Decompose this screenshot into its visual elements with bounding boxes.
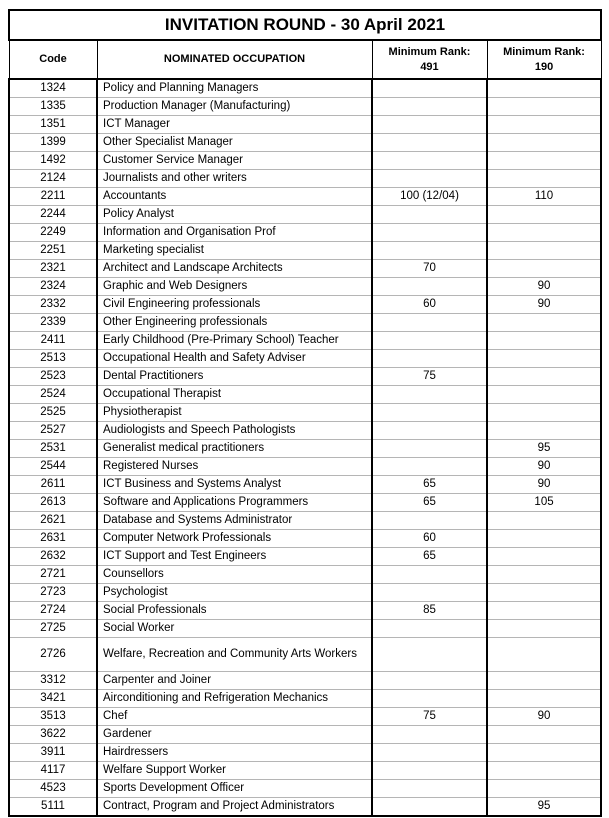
table-row bbox=[9, 584, 601, 602]
code-cell: 2523 bbox=[9, 368, 97, 386]
code-cell: 2211 bbox=[9, 188, 97, 206]
code-cell: 2632 bbox=[9, 548, 97, 566]
table-row bbox=[9, 512, 601, 530]
code-cell: 2724 bbox=[9, 602, 97, 620]
occupation-cell: Occupational Therapist bbox=[97, 386, 372, 404]
occupation-cell: Sports Development Officer bbox=[97, 780, 372, 798]
rank-190-cell bbox=[487, 530, 601, 548]
rank-190-cell bbox=[487, 602, 601, 620]
table-row bbox=[9, 762, 601, 780]
code-cell: 2613 bbox=[9, 494, 97, 512]
occupation-cell: Airconditioning and Refrigeration Mechanics bbox=[97, 690, 372, 708]
rank-190-cell bbox=[487, 386, 601, 404]
rank-491-cell bbox=[372, 134, 487, 152]
table-row bbox=[9, 602, 601, 620]
occupation-cell: Contract, Program and Project Administrators bbox=[97, 798, 372, 817]
occupation-cell: Registered Nurses bbox=[97, 458, 372, 476]
rank-190-cell bbox=[487, 566, 601, 584]
rank-190-cell bbox=[487, 206, 601, 224]
rank-190-cell: 95 bbox=[487, 798, 601, 817]
rank-491-cell bbox=[372, 350, 487, 368]
occupation-cell: Hairdressers bbox=[97, 744, 372, 762]
rank-491-cell: 65 bbox=[372, 476, 487, 494]
occupation-cell: Occupational Health and Safety Adviser bbox=[97, 350, 372, 368]
occupation-cell: Software and Applications Programmers bbox=[97, 494, 372, 512]
code-cell: 2321 bbox=[9, 260, 97, 278]
occupation-cell: Welfare, Recreation and Community Arts Workers bbox=[97, 638, 372, 672]
rank-190-cell bbox=[487, 314, 601, 332]
code-cell: 2611 bbox=[9, 476, 97, 494]
occupation-cell: Audiologists and Speech Pathologists bbox=[97, 422, 372, 440]
occupation-cell: Gardener bbox=[97, 726, 372, 744]
rank-190-cell bbox=[487, 134, 601, 152]
rank-190-cell bbox=[487, 584, 601, 602]
table-row bbox=[9, 620, 601, 638]
rank-190-cell: 90 bbox=[487, 708, 601, 726]
occupation-cell: Other Engineering professionals bbox=[97, 314, 372, 332]
rank-190-cell bbox=[487, 548, 601, 566]
rank-190-cell: 90 bbox=[487, 296, 601, 314]
table-row bbox=[9, 780, 601, 798]
table-row bbox=[9, 170, 601, 188]
rank-491-cell bbox=[372, 404, 487, 422]
rank-491-cell bbox=[372, 638, 487, 672]
header-code: Code bbox=[9, 40, 97, 79]
occupation-cell: Psychologist bbox=[97, 584, 372, 602]
rank-491-cell: 100 (12/04) bbox=[372, 188, 487, 206]
table-row bbox=[9, 422, 601, 440]
rank-190-cell bbox=[487, 79, 601, 98]
rank-491-cell: 75 bbox=[372, 708, 487, 726]
occupation-cell: Dental Practitioners bbox=[97, 368, 372, 386]
rank-190-cell bbox=[487, 512, 601, 530]
rank-190-cell bbox=[487, 726, 601, 744]
rank-491-cell bbox=[372, 206, 487, 224]
table-row bbox=[9, 368, 601, 386]
code-cell: 2621 bbox=[9, 512, 97, 530]
rank-190-cell bbox=[487, 638, 601, 672]
rank-190-cell: 95 bbox=[487, 440, 601, 458]
rank-491-cell: 65 bbox=[372, 548, 487, 566]
table-row bbox=[9, 116, 601, 134]
rank-491-cell bbox=[372, 512, 487, 530]
rank-491-cell bbox=[372, 314, 487, 332]
rank-491-cell bbox=[372, 422, 487, 440]
rank-491-cell bbox=[372, 584, 487, 602]
rank-190-cell bbox=[487, 368, 601, 386]
rank-190-cell bbox=[487, 744, 601, 762]
rank-491-cell: 75 bbox=[372, 368, 487, 386]
code-cell: 2527 bbox=[9, 422, 97, 440]
occupation-cell: Marketing specialist bbox=[97, 242, 372, 260]
table-row bbox=[9, 476, 601, 494]
rank-491-cell bbox=[372, 744, 487, 762]
table-row bbox=[9, 386, 601, 404]
occupation-cell: Social Professionals bbox=[97, 602, 372, 620]
rank-491-cell bbox=[372, 620, 487, 638]
table-row bbox=[9, 690, 601, 708]
occupation-cell: Customer Service Manager bbox=[97, 152, 372, 170]
rank-491-cell bbox=[372, 79, 487, 98]
rank-491-cell bbox=[372, 242, 487, 260]
code-cell: 2513 bbox=[9, 350, 97, 368]
header-occupation: NOMINATED OCCUPATION bbox=[97, 40, 372, 79]
rank-190-cell bbox=[487, 690, 601, 708]
table-row bbox=[9, 188, 601, 206]
rank-190-cell: 90 bbox=[487, 278, 601, 296]
table-row bbox=[9, 296, 601, 314]
rank-491-cell: 60 bbox=[372, 296, 487, 314]
occupation-cell: Social Worker bbox=[97, 620, 372, 638]
code-cell: 1335 bbox=[9, 98, 97, 116]
header-min-rank-190: Minimum Rank: 190 bbox=[487, 40, 601, 79]
rank-491-cell bbox=[372, 386, 487, 404]
invitation-table bbox=[8, 9, 602, 817]
table-row bbox=[9, 798, 601, 817]
code-cell: 2726 bbox=[9, 638, 97, 672]
table-row bbox=[9, 134, 601, 152]
code-cell: 3513 bbox=[9, 708, 97, 726]
rank-491-cell: 70 bbox=[372, 260, 487, 278]
occupation-cell: Civil Engineering professionals bbox=[97, 296, 372, 314]
table-row bbox=[9, 494, 601, 512]
rank-190-cell bbox=[487, 620, 601, 638]
rank-491-cell: 85 bbox=[372, 602, 487, 620]
code-cell: 2531 bbox=[9, 440, 97, 458]
code-cell: 2631 bbox=[9, 530, 97, 548]
rank-491-cell bbox=[372, 170, 487, 188]
occupation-cell: Counsellors bbox=[97, 566, 372, 584]
occupation-cell: Policy Analyst bbox=[97, 206, 372, 224]
rank-491-cell bbox=[372, 440, 487, 458]
rank-491-cell bbox=[372, 780, 487, 798]
code-cell: 1351 bbox=[9, 116, 97, 134]
rank-491-cell bbox=[372, 152, 487, 170]
rank-491-cell bbox=[372, 762, 487, 780]
occupation-cell: Generalist medical practitioners bbox=[97, 440, 372, 458]
code-cell: 2723 bbox=[9, 584, 97, 602]
occupation-cell: Graphic and Web Designers bbox=[97, 278, 372, 296]
table-row bbox=[9, 242, 601, 260]
header-min-rank-491: Minimum Rank: 491 bbox=[372, 40, 487, 79]
table-row bbox=[9, 332, 601, 350]
code-cell: 1399 bbox=[9, 134, 97, 152]
rank-190-cell: 105 bbox=[487, 494, 601, 512]
code-cell: 2725 bbox=[9, 620, 97, 638]
table-row bbox=[9, 79, 601, 98]
occupation-cell: ICT Manager bbox=[97, 116, 372, 134]
occupation-cell: Journalists and other writers bbox=[97, 170, 372, 188]
code-cell: 2721 bbox=[9, 566, 97, 584]
table-row bbox=[9, 672, 601, 690]
code-cell: 4117 bbox=[9, 762, 97, 780]
rank-491-cell bbox=[372, 224, 487, 242]
occupation-cell: Other Specialist Manager bbox=[97, 134, 372, 152]
table-row bbox=[9, 566, 601, 584]
rank-190-cell bbox=[487, 98, 601, 116]
rank-491-cell bbox=[372, 566, 487, 584]
table-row bbox=[9, 548, 601, 566]
table-row bbox=[9, 458, 601, 476]
code-cell: 2251 bbox=[9, 242, 97, 260]
rank-190-cell bbox=[487, 152, 601, 170]
rank-190-cell bbox=[487, 242, 601, 260]
table-title: INVITATION ROUND - 30 April 2021 bbox=[9, 10, 601, 40]
occupation-cell: Physiotherapist bbox=[97, 404, 372, 422]
table-row bbox=[9, 726, 601, 744]
table-row bbox=[9, 278, 601, 296]
rank-491-cell bbox=[372, 116, 487, 134]
occupation-cell: Chef bbox=[97, 708, 372, 726]
table-row bbox=[9, 708, 601, 726]
rank-491-cell bbox=[372, 98, 487, 116]
table-row bbox=[9, 152, 601, 170]
occupation-cell: Architect and Landscape Architects bbox=[97, 260, 372, 278]
rank-491-cell bbox=[372, 332, 487, 350]
code-cell: 2244 bbox=[9, 206, 97, 224]
rank-190-cell bbox=[487, 116, 601, 134]
rank-491-cell: 65 bbox=[372, 494, 487, 512]
rank-491-cell bbox=[372, 798, 487, 817]
occupation-cell: Policy and Planning Managers bbox=[97, 79, 372, 98]
code-cell: 3911 bbox=[9, 744, 97, 762]
occupation-cell: Welfare Support Worker bbox=[97, 762, 372, 780]
code-cell: 4523 bbox=[9, 780, 97, 798]
occupation-cell: Production Manager (Manufacturing) bbox=[97, 98, 372, 116]
occupation-cell: Information and Organisation Prof bbox=[97, 224, 372, 242]
occupation-cell: Carpenter and Joiner bbox=[97, 672, 372, 690]
occupation-cell: Database and Systems Administrator bbox=[97, 512, 372, 530]
code-cell: 2525 bbox=[9, 404, 97, 422]
rank-190-cell bbox=[487, 332, 601, 350]
rank-190-cell bbox=[487, 260, 601, 278]
rank-491-cell bbox=[372, 726, 487, 744]
table-row bbox=[9, 224, 601, 242]
code-cell: 5111 bbox=[9, 798, 97, 817]
code-cell: 3421 bbox=[9, 690, 97, 708]
table-row bbox=[9, 440, 601, 458]
rank-491-cell bbox=[372, 458, 487, 476]
code-cell: 2249 bbox=[9, 224, 97, 242]
occupation-cell: Computer Network Professionals bbox=[97, 530, 372, 548]
code-cell: 2124 bbox=[9, 170, 97, 188]
rank-190-cell bbox=[487, 170, 601, 188]
table-row bbox=[9, 744, 601, 762]
occupation-cell: ICT Business and Systems Analyst bbox=[97, 476, 372, 494]
table-row bbox=[9, 260, 601, 278]
code-cell: 2544 bbox=[9, 458, 97, 476]
code-cell: 1492 bbox=[9, 152, 97, 170]
code-cell: 2524 bbox=[9, 386, 97, 404]
table-row bbox=[9, 206, 601, 224]
table-row bbox=[9, 530, 601, 548]
code-cell: 3622 bbox=[9, 726, 97, 744]
table-row bbox=[9, 314, 601, 332]
rank-491-cell bbox=[372, 278, 487, 296]
rank-491-cell: 60 bbox=[372, 530, 487, 548]
table-row bbox=[9, 638, 601, 672]
rank-491-cell bbox=[372, 672, 487, 690]
code-cell: 2339 bbox=[9, 314, 97, 332]
rank-491-cell bbox=[372, 690, 487, 708]
rank-190-cell bbox=[487, 672, 601, 690]
rank-190-cell bbox=[487, 762, 601, 780]
code-cell: 2332 bbox=[9, 296, 97, 314]
rank-190-cell bbox=[487, 404, 601, 422]
table-row bbox=[9, 350, 601, 368]
occupation-cell: Accountants bbox=[97, 188, 372, 206]
table-row bbox=[9, 98, 601, 116]
code-cell: 3312 bbox=[9, 672, 97, 690]
rank-190-cell bbox=[487, 780, 601, 798]
occupation-cell: Early Childhood (Pre-Primary School) Teacher bbox=[97, 332, 372, 350]
rank-190-cell: 110 bbox=[487, 188, 601, 206]
code-cell: 2411 bbox=[9, 332, 97, 350]
rank-190-cell bbox=[487, 224, 601, 242]
occupation-cell: ICT Support and Test Engineers bbox=[97, 548, 372, 566]
code-cell: 2324 bbox=[9, 278, 97, 296]
rank-190-cell bbox=[487, 350, 601, 368]
rank-190-cell: 90 bbox=[487, 476, 601, 494]
code-cell: 1324 bbox=[9, 79, 97, 98]
rank-190-cell bbox=[487, 422, 601, 440]
table-row bbox=[9, 404, 601, 422]
rank-190-cell: 90 bbox=[487, 458, 601, 476]
